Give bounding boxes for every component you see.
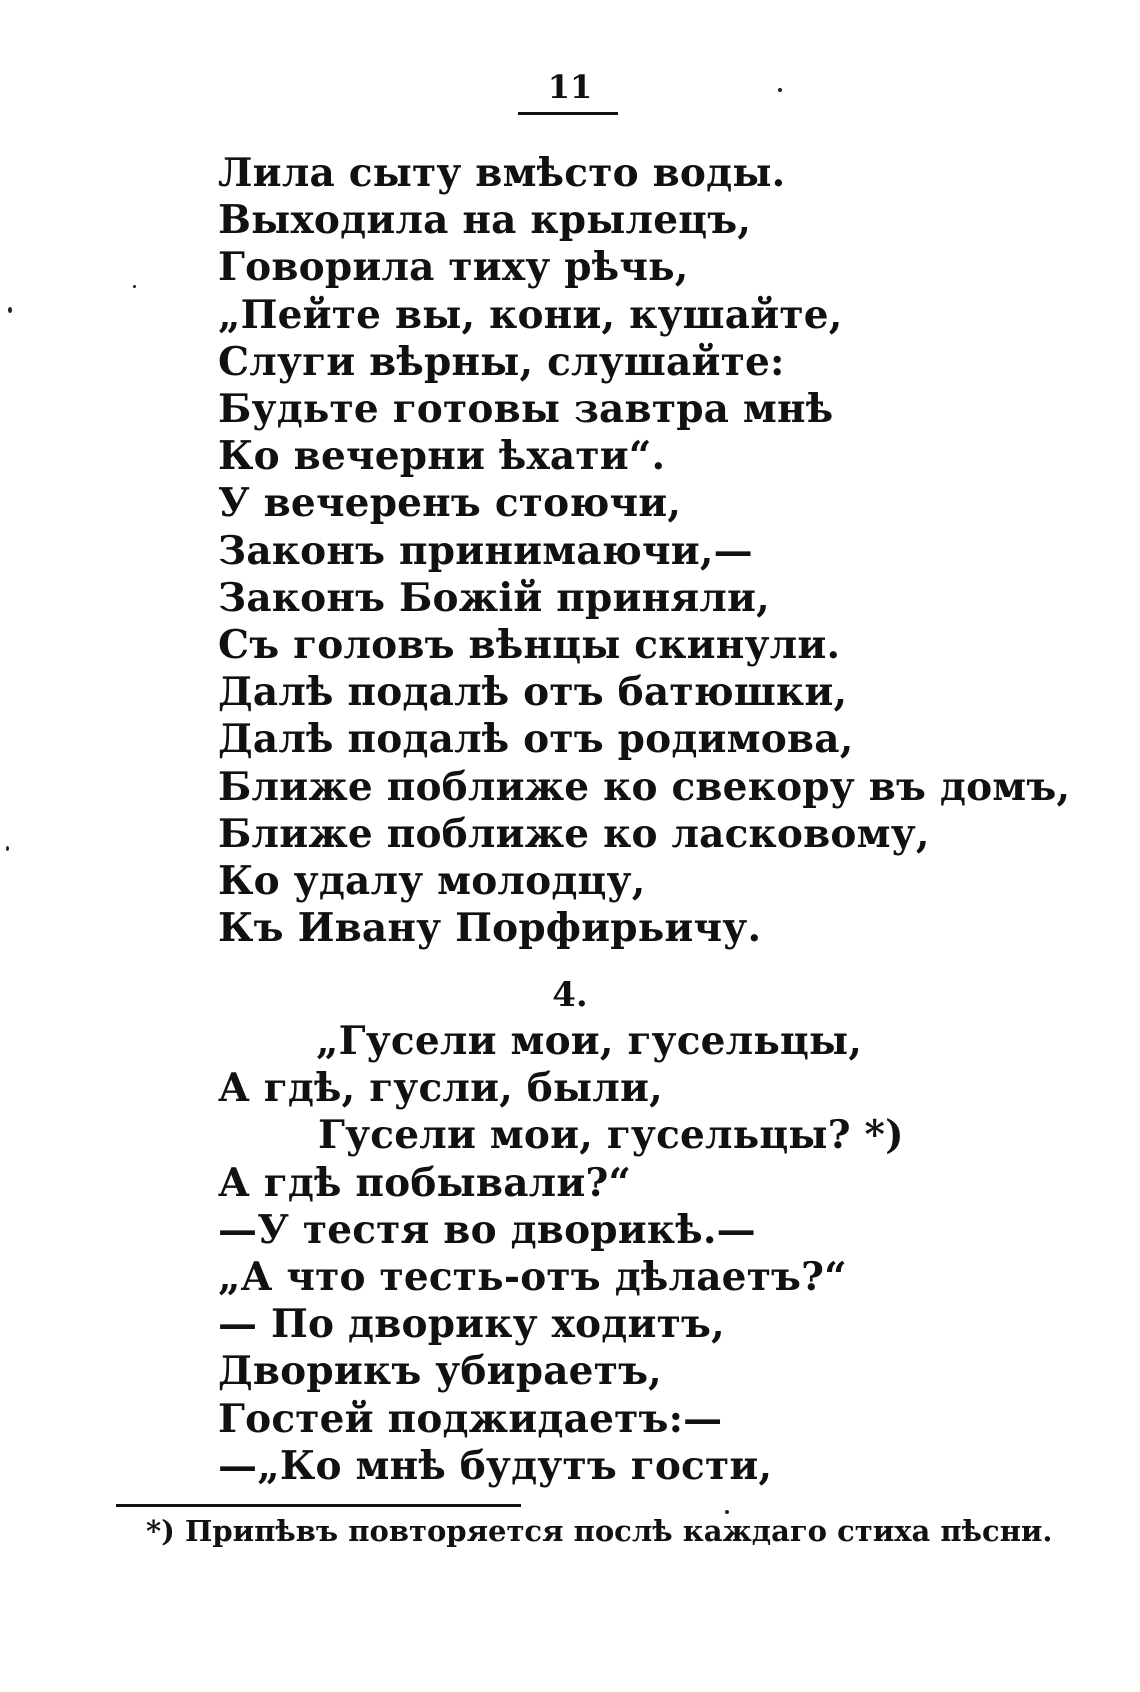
verse-line: Ближе поближе ко ласковому, xyxy=(218,810,930,857)
verse-line: —У тестя во дворикѣ.— xyxy=(218,1206,756,1253)
print-speck xyxy=(725,1510,729,1514)
print-speck xyxy=(133,285,136,288)
verse-line: Къ Ивану Порфирьичу. xyxy=(218,905,762,952)
verse-line: Гостей поджидаетъ:— xyxy=(218,1395,723,1442)
song-number: 4. xyxy=(552,975,588,1015)
verse-line: Будьте готовы завтра мнѣ xyxy=(218,386,834,433)
verse-line: — По дворику ходитъ, xyxy=(218,1301,725,1348)
verse-line: Законъ принимаючи,— xyxy=(218,527,753,574)
verse-line: „Пейте вы, кони, кушайте, xyxy=(218,291,843,338)
print-speck xyxy=(778,88,782,92)
verse-line: Законъ Божій приняли, xyxy=(218,574,770,621)
verse-line: „Гусели мои, гусельцы, xyxy=(316,1018,863,1064)
verse-line: Говорила тиху рѣчь, xyxy=(218,244,689,291)
verse-line: У вечеренъ стоючи, xyxy=(218,480,682,527)
verse-line: Слуги вѣрны, слушайте: xyxy=(218,338,785,385)
verse-line: Ближе поближе ко свекору въ домъ, xyxy=(218,763,1071,810)
verse-line: —„Ко мнѣ будутъ гости, xyxy=(218,1442,773,1489)
stanza-song-4 xyxy=(218,1018,904,1490)
verse-line: „А что тесть-отъ дѣлаетъ?“ xyxy=(218,1254,847,1301)
page-number-underline xyxy=(518,112,618,115)
footnote-separator xyxy=(116,1504,521,1507)
footnote: *) Припѣвъ повторяется послѣ каждаго стиха пѣсни. xyxy=(146,1514,1053,1548)
verse-line: Съ головъ вѣнцы скинули. xyxy=(218,622,841,669)
verse-line: Далѣ подалѣ отъ родимова, xyxy=(218,716,854,763)
page-number: 11 xyxy=(547,68,593,106)
print-speck xyxy=(8,307,12,313)
print-speck xyxy=(6,846,9,851)
verse-line: Ко удалу молодцу, xyxy=(218,858,646,905)
verse-line: А гдѣ побывали?“ xyxy=(218,1159,632,1206)
verse-line: Лила сыту вмѣсто воды. xyxy=(218,150,786,196)
verse-line: Дворикъ убираетъ, xyxy=(218,1348,662,1395)
verse-line: Гусели мои, гусельцы? *) xyxy=(318,1112,904,1159)
verse-line: Выходила на крылецъ, xyxy=(218,197,752,244)
verse-line: Далѣ подалѣ отъ батюшки, xyxy=(218,669,848,716)
verse-line: А гдѣ, гусли, были, xyxy=(218,1065,663,1112)
stanza-continued xyxy=(218,150,1070,952)
verse-line: Ко вечерни ѣхати“. xyxy=(218,433,666,480)
